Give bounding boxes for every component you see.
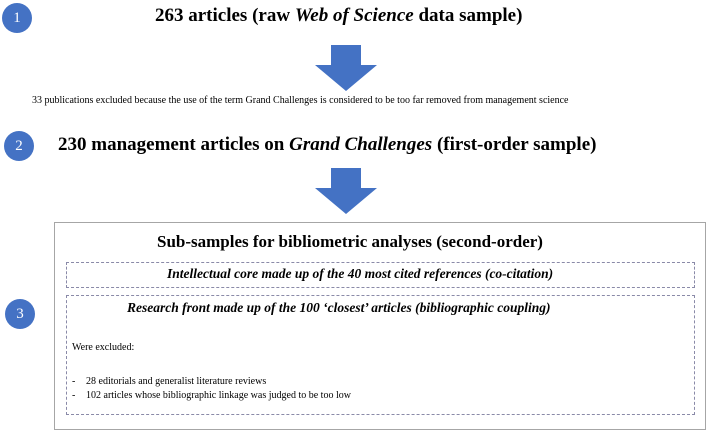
intellectual-core-label: Intellectual core made up of the 40 most cited references (co-citation) (167, 266, 554, 281)
step-1-title: 263 articles (raw Web of Science data sample) (155, 5, 523, 26)
step-2-title: 230 management articles on Grand Challenges (first-order sample) (58, 134, 597, 155)
step-1-badge: 1 (2, 3, 32, 33)
intellectual-core-box (66, 262, 695, 288)
list-item: - 102 articles whose bibliographic linkage was judged to be too low (72, 390, 351, 401)
subsamples-title: Sub-samples for bibliometric analyses (second-order) (157, 232, 543, 251)
down-arrow-icon (315, 168, 377, 214)
exclusion-note: 33 publications excluded because the use of the term Grand Challenges is considered to be too far removed from management science (32, 95, 569, 106)
subsamples-box (54, 222, 706, 430)
research-front-label: Research front made up of the 100 ‘closest’ articles (bibliographic coupling) (127, 300, 551, 315)
research-front-box (66, 295, 695, 415)
step-3-badge: 3 (5, 299, 35, 329)
excluded-label: Were excluded: (72, 342, 135, 353)
down-arrow-icon (315, 45, 377, 91)
step-2-badge: 2 (4, 131, 34, 161)
list-item: - 28 editorials and generalist literature reviews (72, 376, 267, 387)
